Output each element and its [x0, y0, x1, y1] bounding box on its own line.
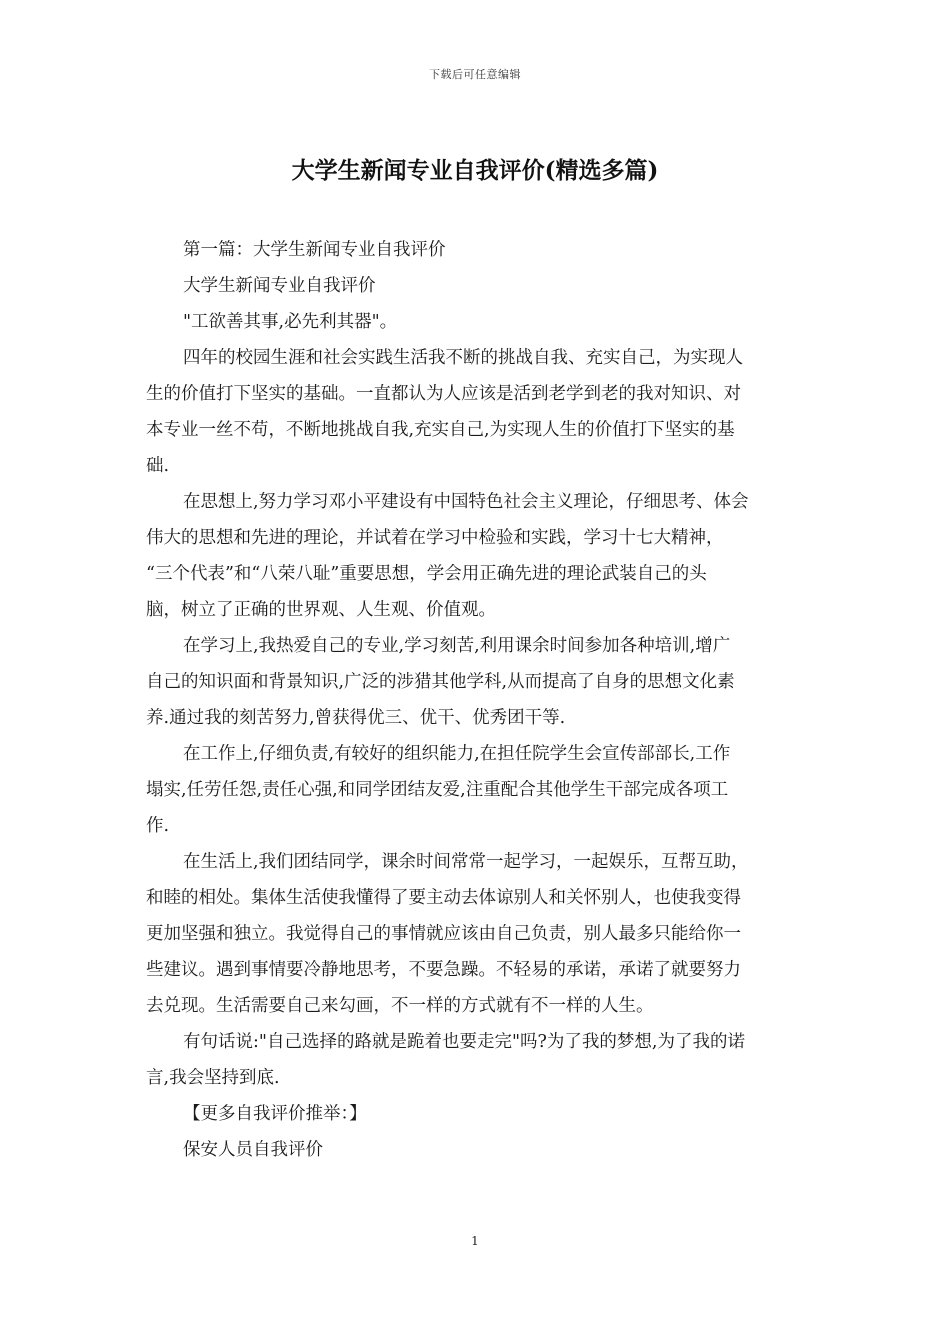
body-line: 脑，树立了正确的世界观、人生观、价值观。 — [146, 600, 496, 620]
body-line: “三个代表”和“八荣八耻”重要思想，学会用正确先进的理论武装自己的头 — [146, 564, 707, 584]
body-line: 在学习上,我热爱自己的专业,学习刻苦,利用课余时间参加各种培训,增广 — [183, 636, 731, 656]
body-line: 第一篇：大学生新闻专业自我评价 — [183, 240, 446, 260]
document-body — [146, 232, 808, 1168]
body-line: 伟大的思想和先进的理论，并试着在学习中检验和实践，学习十七大精神， — [146, 528, 724, 548]
body-line: 更加坚强和独立。我觉得自己的事情就应该由自己负责，别人最多只能给你一 — [146, 924, 741, 944]
body-line: 生的价值打下坚实的基础。一直都认为人应该是活到老学到老的我对知识、对 — [146, 384, 741, 404]
body-line: 养.通过我的刻苦努力,曾获得优三、优干、优秀团干等. — [146, 708, 566, 728]
body-line: 在工作上,仔细负责,有较好的组织能力,在担任院学生会宣传部部长,工作 — [183, 744, 731, 764]
body-line: 础. — [146, 456, 170, 476]
body-line: 作. — [146, 816, 170, 836]
body-line: 大学生新闻专业自我评价 — [183, 276, 376, 296]
body-line: "工欲善其事,必先利其器"。 — [183, 312, 398, 332]
body-line: 在生活上,我们团结同学，课余时间常常一起学习，一起娱乐，互帮互助， — [183, 852, 749, 872]
body-line: 塌实,任劳任怨,责任心强,和同学团结友爱,注重配合其他学生干部完成各项工 — [146, 780, 729, 800]
body-line: 四年的校园生涯和社会实践生活我不断的挑战自我、充实自己，为实现人 — [183, 348, 743, 368]
body-line: 有句话说:"自己选择的路就是跪着也要走完"吗?为了我的梦想,为了我的诺 — [183, 1032, 745, 1052]
header-note: 下载后可任意编辑 — [429, 68, 521, 81]
body-line: 本专业一丝不苟，不断地挑战自我,充实自己,为实现人生的价值打下坚实的基 — [146, 420, 735, 440]
body-line: 自己的知识面和背景知识,广泛的涉猎其他学科,从而提高了自身的思想文化素 — [146, 672, 735, 692]
body-line: 言,我会坚持到底. — [146, 1068, 280, 1088]
body-line: 【更多自我评价推举：】 — [183, 1104, 367, 1124]
body-line: 和睦的相处。集体生活使我懂得了要主动去体谅别人和关怀别人，也使我变得 — [146, 888, 741, 908]
page-number: 1 — [471, 1234, 479, 1248]
body-line: 在思想上,努力学习邓小平建设有中国特色社会主义理论，仔细思考、体会 — [183, 492, 749, 512]
body-line: 保安人员自我评价 — [183, 1140, 323, 1160]
body-line: 些建议。遇到事情要冷静地思考，不要急躁。不轻易的承诺，承诺了就要努力 — [146, 960, 741, 980]
document-title: 大学生新闻专业自我评价(精选多篇) — [291, 157, 659, 184]
body-line: 去兑现。生活需要自己来勾画，不一样的方式就有不一样的人生。 — [146, 996, 654, 1016]
